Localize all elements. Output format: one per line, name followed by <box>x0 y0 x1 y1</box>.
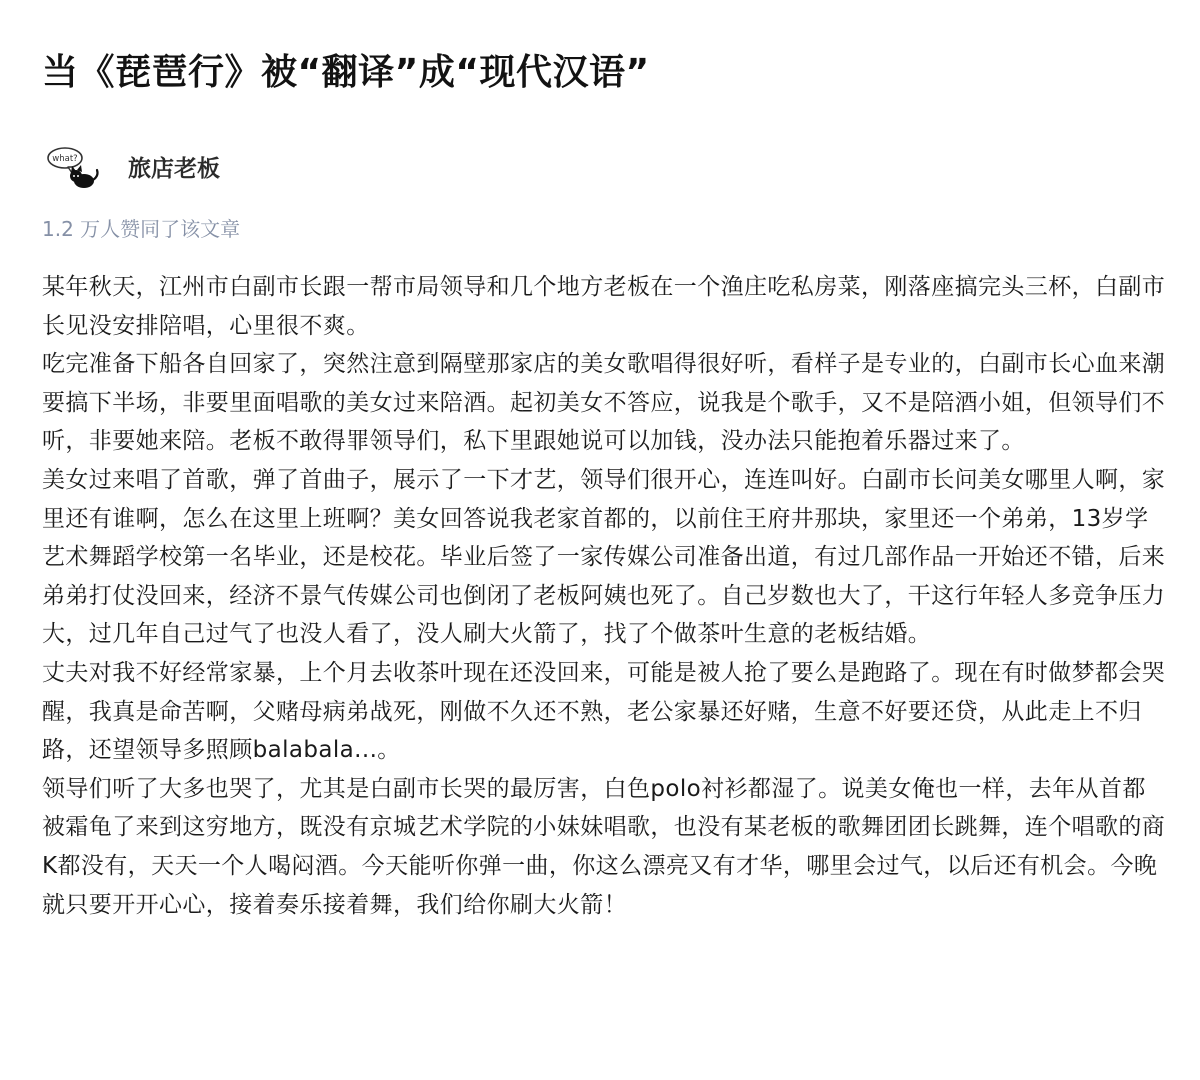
avatar-bubble-text: what? <box>52 154 78 164</box>
author-name[interactable]: 旅店老板 <box>128 155 220 182</box>
article-paragraph: 美女过来唱了首歌，弹了首曲子，展示了一下才艺，领导们很开心，连连叫好。白副市长问美女哪里人啊，家里还有谁啊，怎么在这里上班啊？美女回答说我老家首都的，以前住王府井那块，家里还一个弟弟，13岁学艺术舞蹈学校第一名毕业，还是校花。毕业后签了一家传媒公司准备出道，有过几部作品一开始还不错，后来弟弟打仗没回来，经济不景气传媒公司也倒闭了老板阿姨也死了。自己岁数也大了，干这行年轻人多竞争压力大，过几年自己过气了也没人看了，没人刷大火箭了，找了个做茶叶生意的老板结婚。 <box>42 466 1166 648</box>
author-row[interactable] <box>42 136 220 196</box>
article-paragraph: 某年秋天，江州市白副市长跟一帮市局领导和几个地方老板在一个渔庄吃私房菜，刚落座搞完头三杯，白副市长见没安排陪唱，心里很不爽。 <box>42 274 1166 339</box>
article-paragraph: 丈夫对我不好经常家暴，上个月去收茶叶现在还没回来，可能是被人抢了要么是跑路了。现在有时做梦都会哭醒，我真是命苦啊，父赌母病弟战死，刚做不久还不熟，老公家暴还好赌，生意不好要还贷，从此走上不归路，还望领导多照顾balabala...。 <box>42 659 1166 764</box>
author-avatar[interactable] <box>42 136 102 196</box>
article-paragraph: 领导们听了大多也哭了，尤其是白副市长哭的最厉害，白色polo衬衫都湿了。说美女俺也一样，去年从首都被霜龟了来到这穷地方，既没有京城艺术学院的小妹妹唱歌，也没有某老板的歌舞团团长跳舞，连个唱歌的商K都没有，天天一个人喝闷酒。今天能听你弹一曲，你这么漂亮又有才华，哪里会过气，以后还有机会。今晚就只要开开心心，接着奏乐接着舞，我们给你刷大火箭！ <box>42 775 1166 918</box>
likes-count: 1.2 万人赞同了该文章 <box>42 217 241 241</box>
cat-what-avatar-icon <box>42 136 102 196</box>
article-paragraph: 吃完准备下船各自回家了，突然注意到隔壁那家店的美女歌唱得很好听，看样子是专业的，白副市长心血来潮要搞下半场，非要里面唱歌的美女过来陪酒。起初美女不答应，说我是个歌手，又不是陪酒小姐，但领导们不听，非要她来陪。老板不敢得罪领导们，私下里跟她说可以加钱，没办法只能抱着乐器过来了。 <box>42 351 1166 455</box>
article-body <box>42 268 1166 924</box>
article-title: 当《琵琶行》被“翻译”成“现代汉语” <box>42 52 650 93</box>
